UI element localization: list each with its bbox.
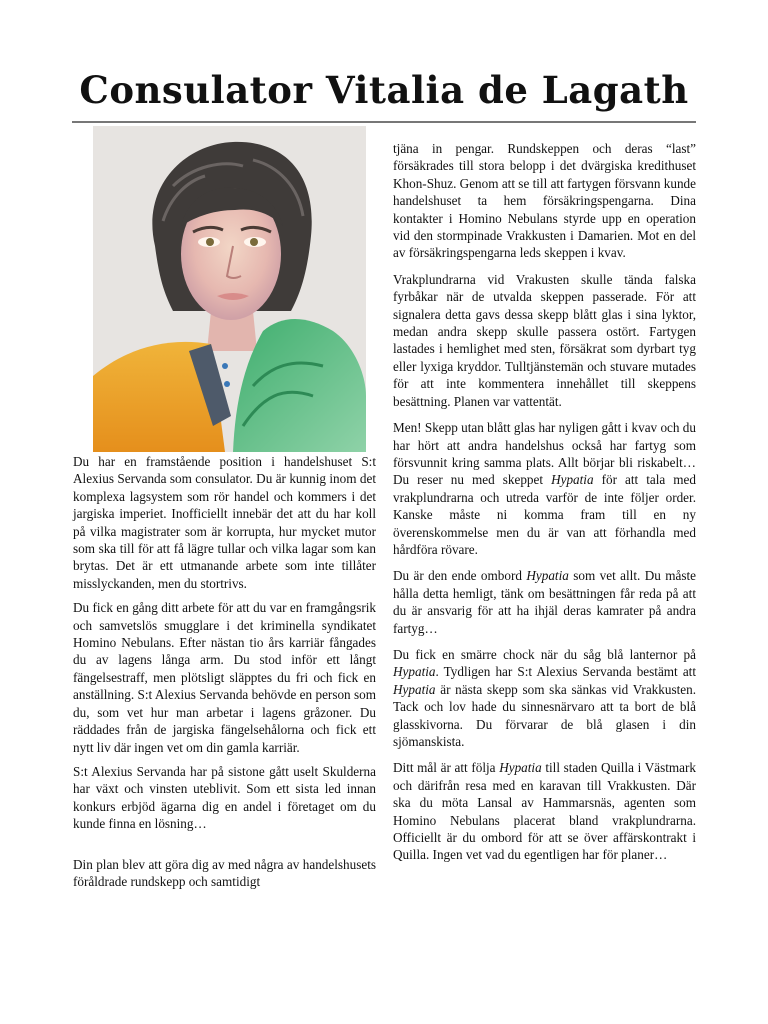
- title-divider: [72, 121, 696, 123]
- text-run: . Tydligen har S:t Alexius Servanda bestämt att: [435, 664, 696, 680]
- text-run: Vrakplundrarna vid Vrakusten skulle tända falska fyrbåkar när de utvalda skeppen passerade. För att signalera detta gavs dessa skepp blått glas i sina lyktor, medan andra skepp skulle passera ostört. Fartygen lastades i hemlighet med sten, försäkrat som dyrbart tyg eller lyxiga kryddor. Tulltjänstemän och stuvare mutades för att inte kommentera innehållet till skeppens besättning. Planen var vattentät.: [393, 271, 696, 409]
- text-run: som vet allt. Du måste hålla detta hemligt, tänk om besättningen får reda på att du är ansvarig för att ha ihjäl deras kamrater på andra fartyg…: [393, 568, 696, 636]
- right-column: [393, 140, 696, 873]
- character-portrait: [93, 126, 366, 452]
- text-run: Ditt mål är att följa: [393, 760, 500, 776]
- text-run: för att tala med vrakplundrarna och utreda varför de inte följer order. Kanske måste ni komma fram till en ny överenskommelse men du är van att förhandla med hårdföra rövare.: [393, 472, 696, 557]
- page-title: Consulator Vitalia de Lagath: [79, 68, 689, 112]
- paragraph: [393, 271, 696, 410]
- paragraph: Du fick en gång ditt arbete för att du var en framgångsrik och samvetslös smugglare i det kriminella syndikatet Homino Nebulans. Efter nästan tio års karriär fångades du av lagens långa arm. Du stod inför ett långt fängelsestraff, men plötsligt släpptes du fri och fick en anställning. S:t Alexius Servanda behövde en person som du, som vet hur man arbetar i lagens gråzoner. Du räddades från de jargiska fängelsehålorna och fick ett nytt liv där ingen vet om din gamla karriär.: [73, 600, 376, 755]
- paragraph: [393, 646, 696, 750]
- text-run: Du är den ende ombord: [393, 568, 527, 584]
- paragraph: [393, 419, 696, 558]
- left-column: [73, 453, 376, 897]
- paragraph: S:t Alexius Servanda har på sistone gått uselt Skulderna har växt och vinsten uteblivit. Som ett sista led innan konkurs erbjöd ägarna dig en andel i företaget om du kunde finna en lösning…: [73, 763, 376, 832]
- text-run: är nästa skepp som ska sänkas vid Vrakkusten. Tack och lov hade du sinnesnärvaro att ta bort de blå glasskivorna. Du förvarar de blå glasen i din sjömanskista.: [393, 681, 696, 749]
- paragraph: [393, 567, 696, 637]
- text-run: till staden Quilla i Västmark och därifrån resa med en karavan till Vrakkusten. Där ska du möta Lansal av Hammarsnäs, agenten som Homino Nebulans placerat bland vrakplundrarna. Officiellt är du ombord för att se över affärskontrakt i Quilla. Ingen vet vad du egentligen har för planer…: [393, 760, 696, 863]
- ship-name: Hypatia: [526, 568, 569, 584]
- paragraph: [393, 140, 696, 262]
- ship-name: Hypatia: [499, 760, 542, 776]
- ship-name: Hypatia: [393, 681, 436, 697]
- ship-name: Hypatia: [393, 664, 436, 680]
- paragraph: Du har en framstående position i handelshuset S:t Alexius Servanda som consulator. Du är kunnig inom det komplexa lagsystem som rör handel och kommers i det jargiska imperiet. Inofficiellt innebär det att du har koll på vilka magistrater som är korrupta, hur mycket mutor som ska till för att få lägre tullar och vilka lagar som kan brytas. Det är ett utmanande arbete som inte tillåter misslyckanden, men du stortrivs.: [73, 454, 376, 591]
- paragraph: Din plan blev att göra dig av med några av handelshusets föråldrade rundskepp och samtidigt: [73, 856, 376, 889]
- ship-name: Hypatia: [551, 472, 594, 488]
- paragraph: [393, 759, 696, 863]
- text-run: tjäna in pengar. Rundskeppen och deras “last” försäkrades till stora belopp i det dvärgiska kredithuset Khon-Shuz. Genom att se till att fartygen försvann kunde handelshuset ta hem försäkringspengarna. Dina kontakter i Homino Nebulans styrde upp en operation vid den stormpinade Vrakkusten i Damarien. Mot en del av försäkringspengarna leds skeppen i kvav.: [393, 141, 696, 261]
- text-run: Men! Skepp utan blått glas har nyligen gått i kvav och du har hört att andra handelshus också har fartyg som försvunnit kring samma plats. Allt börjar bli riskabelt… Du reser nu med skeppet: [393, 420, 696, 488]
- text-run: Du fick en smärre chock när du såg blå lanternor på: [393, 646, 696, 662]
